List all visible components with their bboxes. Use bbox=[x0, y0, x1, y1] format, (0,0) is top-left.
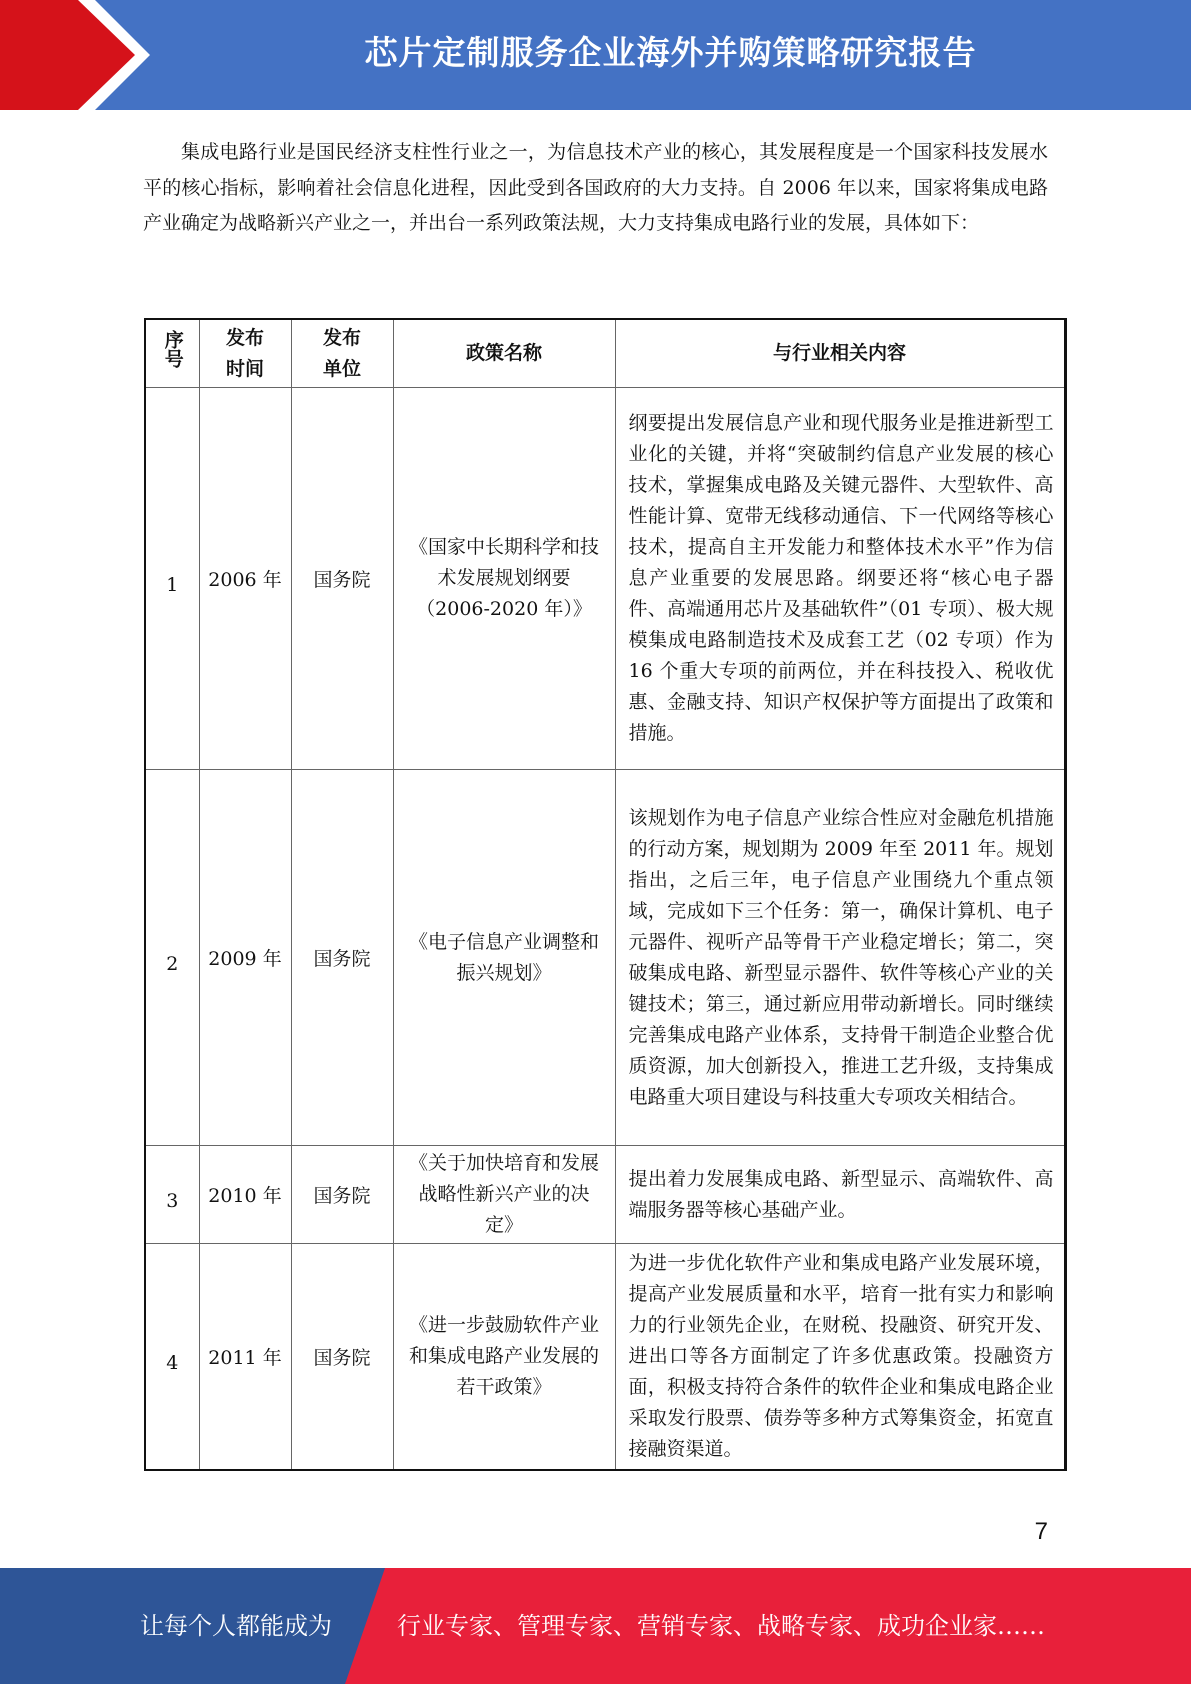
row-content: 该规划作为电子信息产业综合性应对金融危机措施的行动方案，规划期为 2009 年至 2011 年。规划指出，之后三年，电子信息产业围绕九个重点领域，完成如下三个任务：第一，确保计算机、电子元器件、视听产品等骨干产业稳定增长；第二，突破集成电路、新型显示器件、软件等核心产业的关键技术；第三，通过新应用带动新增长。同时继续完善集成电路产业体系，支持骨干制造企业整合优质资源，加大创新投入，推进工艺升级，支持集成电路重大项目建设与科技重大专项攻关相结合。 bbox=[615, 770, 1065, 1146]
footer-slogan-left: 让每个人都能成为 bbox=[140, 1612, 332, 1640]
row-time: 2009 年 bbox=[199, 770, 291, 1146]
intro-paragraph: 集成电路行业是国民经济支柱性行业之一，为信息技术产业的核心，其发展程度是一个国家科技发展水平的核心指标，影响着社会信息化进程，因此受到各国政府的大力支持。自 2006 年以来，国家将集成电路产业确定为战略新兴产业之一，并出台一系列政策法规，大力支持集成电路行业的发展，具体如下： bbox=[143, 141, 1048, 234]
header-time: 发布 时间 bbox=[199, 319, 291, 388]
table-row bbox=[145, 1146, 1065, 1244]
table-row bbox=[145, 770, 1065, 1146]
row-seq: 4 bbox=[145, 1244, 199, 1471]
row-seq: 1 bbox=[145, 388, 199, 770]
row-policy-name: 《关于加快培育和发展战略性新兴产业的决定》 bbox=[393, 1146, 615, 1244]
policy-table bbox=[144, 318, 1067, 1471]
header-content: 与行业相关内容 bbox=[615, 319, 1065, 388]
row-policy-name: 《电子信息产业调整和振兴规划》 bbox=[393, 770, 615, 1146]
row-content: 为进一步优化软件产业和集成电路产业发展环境，提高产业发展质量和水平，培育一批有实力和影响力的行业领先企业，在财税、投融资、研究开发、进出口等各方面制定了许多优惠政策。投融资方面，积极支持符合条件的软件企业和集成电路企业采取发行股票、债券等多种方式筹集资金，拓宽直接融资渠道。 bbox=[615, 1244, 1065, 1471]
page-title: 芯片定制服务企业海外并购策略研究报告 bbox=[364, 33, 977, 72]
row-unit: 国务院 bbox=[291, 388, 393, 770]
row-unit: 国务院 bbox=[291, 1244, 393, 1471]
header-policy-name: 政策名称 bbox=[393, 319, 615, 388]
row-unit: 国务院 bbox=[291, 770, 393, 1146]
row-policy-name: 《进一步鼓励软件产业和集成电路产业发展的若干政策》 bbox=[393, 1244, 615, 1471]
row-seq: 2 bbox=[145, 770, 199, 1146]
table-row bbox=[145, 388, 1065, 770]
row-policy-name: 《国家中长期科学和技术发展规划纲要（2006-2020 年）》 bbox=[393, 388, 615, 770]
header-unit: 发布 单位 bbox=[291, 319, 393, 388]
row-time: 2010 年 bbox=[199, 1146, 291, 1244]
page-number: 7 bbox=[1034, 1518, 1048, 1545]
footer-banner bbox=[0, 1568, 1191, 1684]
header-banner bbox=[0, 0, 1191, 110]
row-content: 提出着力发展集成电路、新型显示、高端软件、高端服务器等核心基础产业。 bbox=[615, 1146, 1065, 1244]
row-time: 2006 年 bbox=[199, 388, 291, 770]
table-row bbox=[145, 1244, 1065, 1471]
footer-slogan-right: 行业专家、管理专家、营销专家、战略专家、成功企业家…… bbox=[397, 1612, 1045, 1640]
header-seq: 序号 bbox=[145, 319, 199, 388]
row-content: 纲要提出发展信息产业和现代服务业是推进新型工业化的关键，并将“突破制约信息产业发展的核心技术，掌握集成电路及关键元器件、大型软件、高性能计算、宽带无线移动通信、下一代网络等核心技术，提高自主开发能力和整体技术水平”作为信息产业重要的发展思路。纲要还将“核心电子器件、高端通用芯片及基础软件”（01 专项）、极大规模集成电路制造技术及成套工艺（02 专项）作为 16 个重大专项的前两位，并在科技投入、税收优惠、金融支持、知识产权保护等方面提出了政策和措施。 bbox=[615, 388, 1065, 770]
row-seq: 3 bbox=[145, 1146, 199, 1244]
header-chevron-icon bbox=[0, 0, 150, 110]
table-header-row bbox=[145, 319, 1065, 388]
row-unit: 国务院 bbox=[291, 1146, 393, 1244]
row-time: 2011 年 bbox=[199, 1244, 291, 1471]
